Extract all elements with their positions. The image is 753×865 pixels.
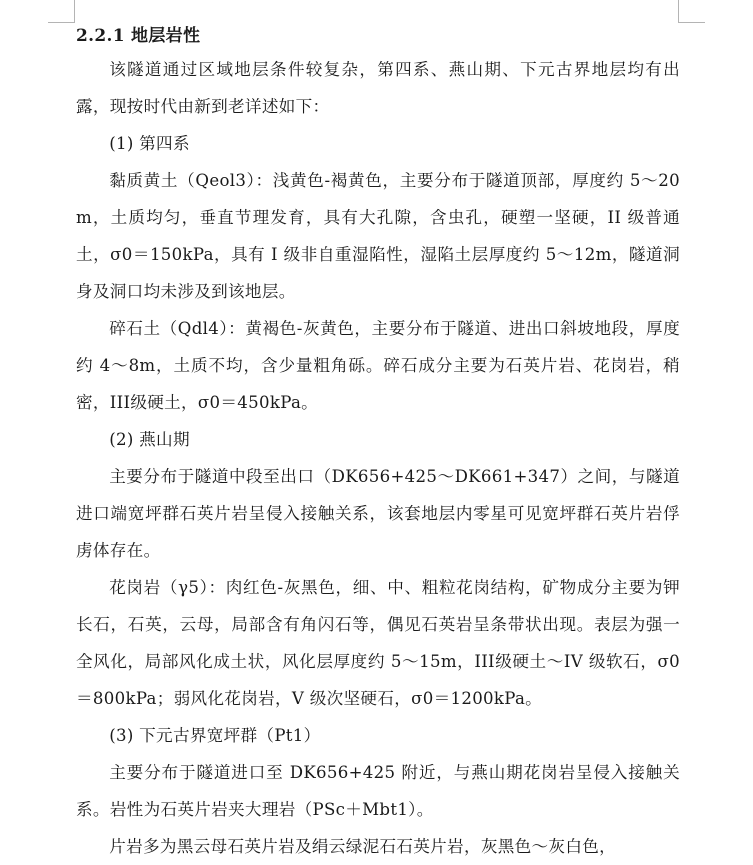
paragraph-kuanping-distribution: 主要分布于隧道进口至 DK656+425 附近，与燕山期花岗岩呈侵入接触关系。岩性为石英片岩夹大理岩（PSc＋Mbt1）。 — [76, 763, 680, 819]
subsection-quaternary: (1) 第四系 — [109, 134, 190, 153]
paragraph-schist: 片岩多为黑云母石英片岩及绢云绿泥石石英片岩，灰黑色～灰白色， — [109, 837, 616, 856]
paragraph-loess: 黏质黄土（Qeol3）：浅黄色-褐黄色，主要分布于隧道顶部，厚度约 5～20m，土质均匀，垂直节理发育，具有大孔隙，含虫孔，硬塑一坚硬，II 级普通土，σ0＝150kPa，具有 I 级非自重湿陷性，湿陷土层厚度约 5～12m，隧道洞身及洞口均未涉及到该地层。 — [76, 171, 680, 301]
paragraph-granite: 花岗岩（γ5）：肉红色-灰黑色，细、中、粗粒花岗结构，矿物成分主要为钾长石，石英，云母，局部含有角闪石等，偶见石英岩呈条带状出现。表层为强一全风化，局部风化成土状，风化层厚度约 5～15m，III级硬土～IV 级软石，σ0＝800kPa；弱风化花岗岩，V 级次坚硬石，σ0＝1200kPa。 — [76, 578, 680, 708]
subsection-yanshan: (2) 燕山期 — [109, 430, 190, 449]
paragraph-gravel-soil: 碎石土（Qdl4）：黄褐色-灰黄色，主要分布于隧道、进出口斜坡地段，厚度约 4～8m，土质不均，含少量粗角砾。碎石成分主要为石英片岩、花岗岩，稍密，III级硬土，σ0＝450kPa。 — [76, 319, 680, 412]
document-page — [76, 21, 680, 865]
section-heading: 2.2.1 地层岩性 — [76, 26, 201, 46]
paragraph-yanshan-distribution: 主要分布于隧道中段至出口（DK656+425～DK661+347）之间，与隧道进口端宽坪群石英片岩呈侵入接触关系，该套地层内零星可见宽坪群石英片岩俘虏体存在。 — [76, 467, 680, 560]
subsection-kuanping: (3) 下元古界宽坪群（Pt1） — [109, 726, 321, 745]
page-corner-mark-left — [48, 0, 75, 23]
paragraph-intro: 该隧道通过区域地层条件较复杂，第四系、燕山期、下元古界地层均有出露，现按时代由新到老详述如下： — [76, 60, 680, 116]
page-corner-mark-right — [678, 0, 705, 23]
